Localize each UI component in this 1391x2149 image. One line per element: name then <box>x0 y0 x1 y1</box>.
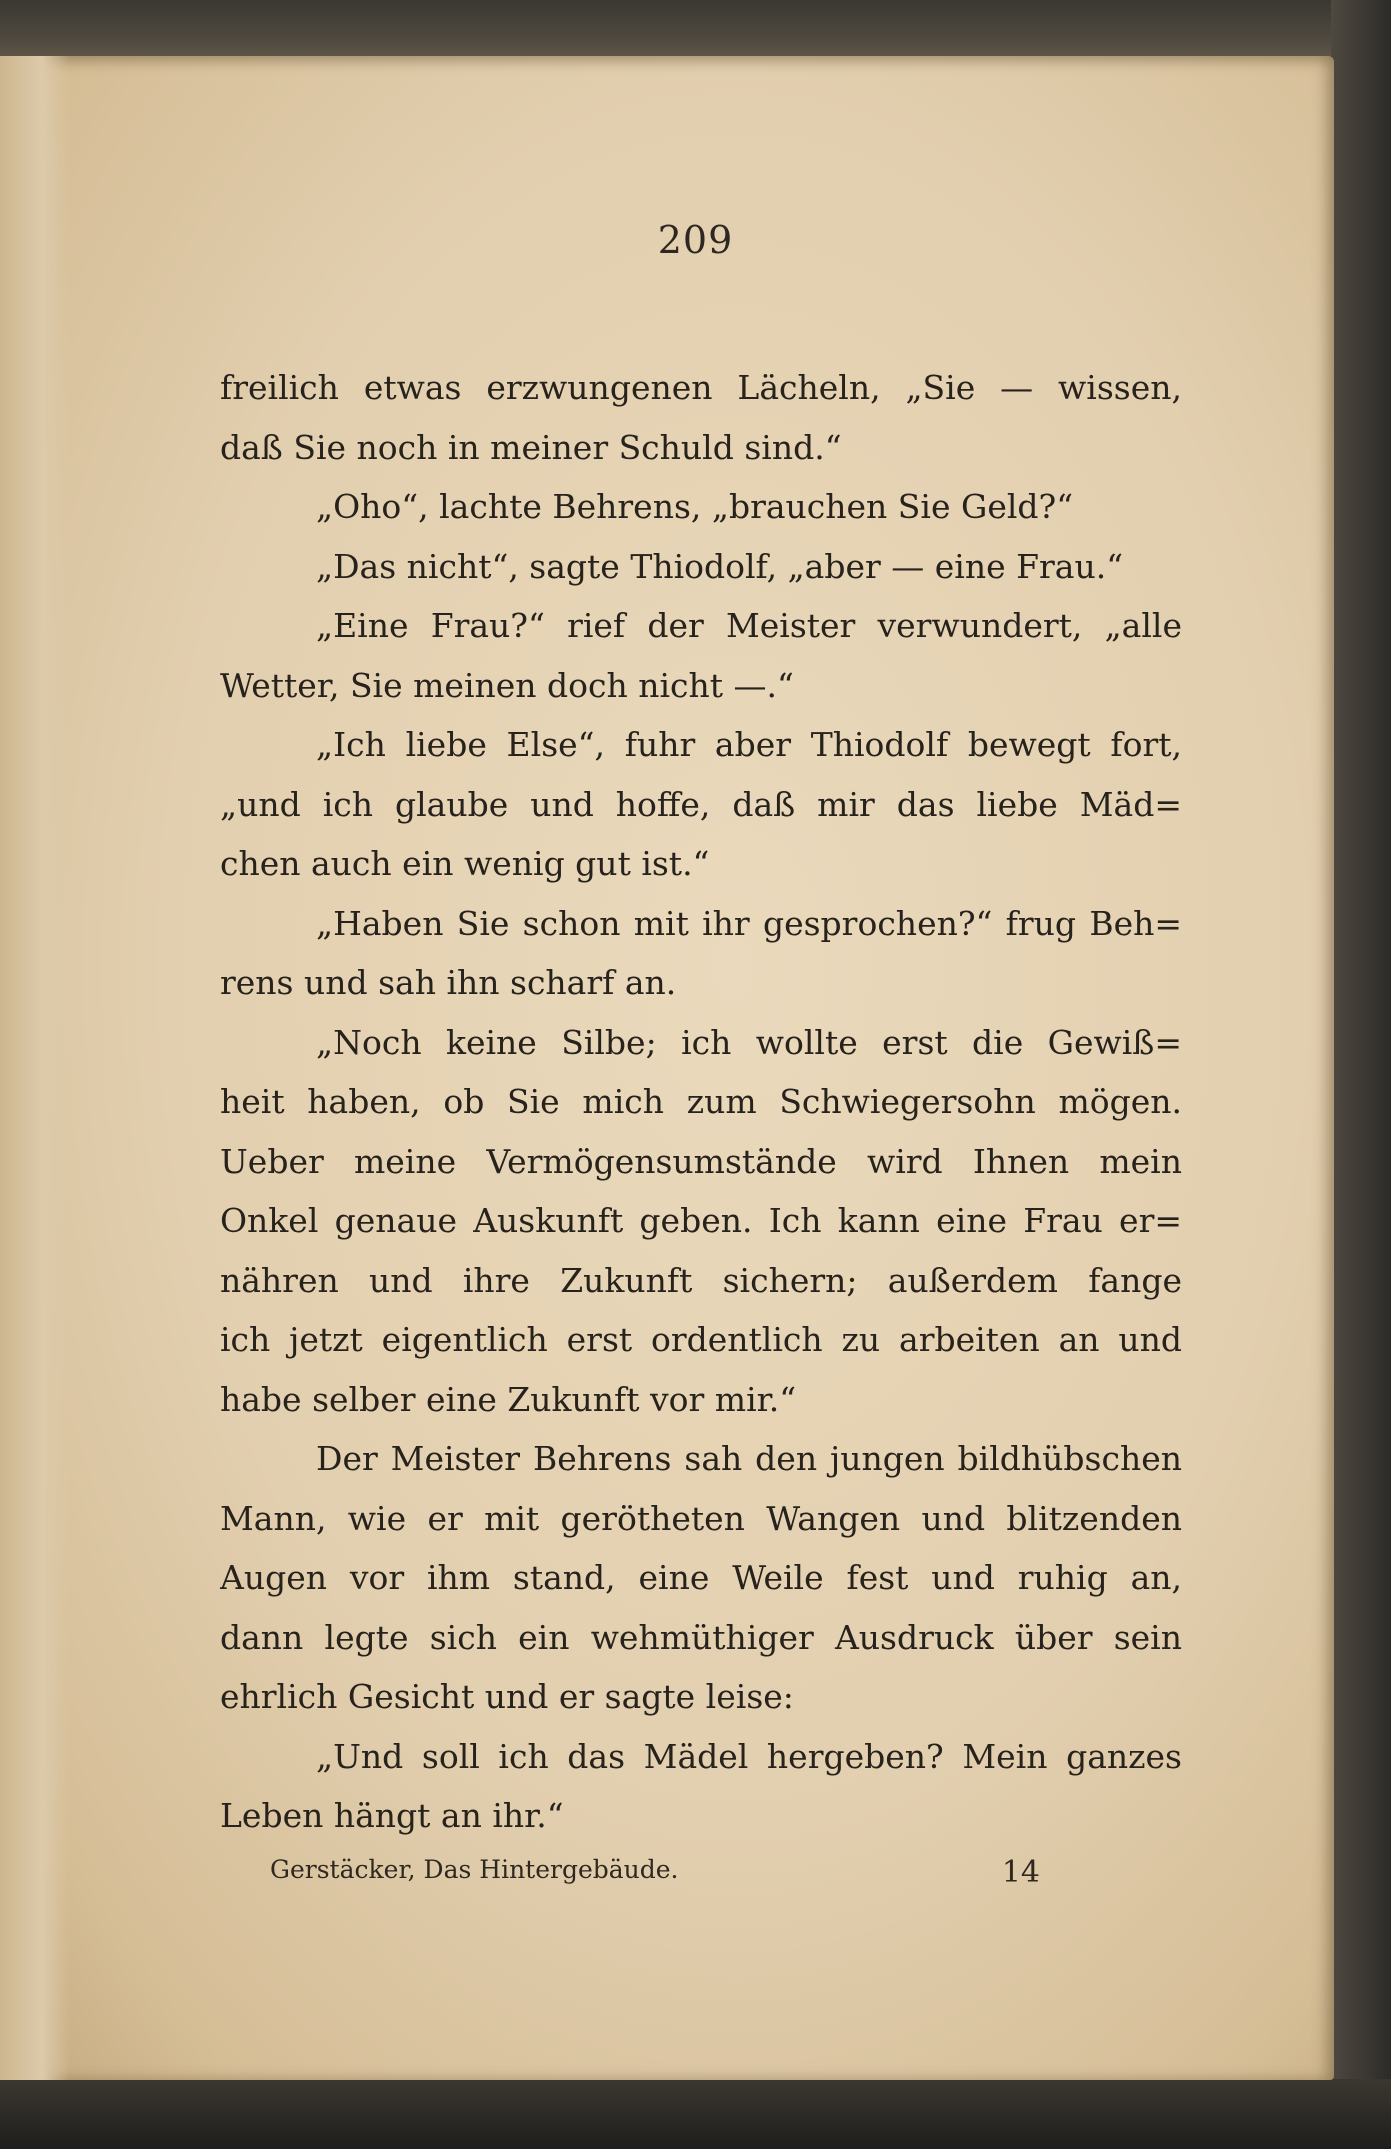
text-line: Leben hängt an ihr.“ <box>220 1796 564 1835</box>
text-line: ich jetzt eigentlich erst ordentlich zu arbeiten an und <box>220 1320 1182 1359</box>
text-line: „Eine Frau?“ rief der Meister verwundert, „alle <box>316 606 1182 645</box>
text-line: Ueber meine Vermögensumstände wird Ihnen mein <box>220 1141 1182 1181</box>
text-line: daß Sie noch in meiner Schuld sind.“ <box>220 427 842 467</box>
text-line: „Und soll ich das Mädel hergeben? Mein ganzes <box>316 1736 1182 1776</box>
book-cover-right-edge <box>1331 0 1391 2149</box>
footer-signature: Gerstäcker, Das Hintergebäude. <box>270 1855 679 1884</box>
page-gutter-shadow <box>0 56 70 2080</box>
text-line: Onkel genaue Auskunft geben. Ich kann eine Frau er= <box>220 1201 1182 1240</box>
text-line: ehrlich Gesicht und er sagte leise: <box>220 1677 794 1716</box>
text-line: „und ich glaube und hoffe, daß mir das liebe Mäd= <box>220 784 1182 824</box>
text-line: chen auch ein wenig gut ist.“ <box>220 844 710 883</box>
text-line: Mann, wie er mit gerötheten Wangen und blitzenden <box>220 1498 1182 1538</box>
text-line: „Ich liebe Else“, fuhr aber Thiodolf bewegt fort, <box>316 725 1182 764</box>
footer-sheet-number: 14 <box>1001 1855 1040 1890</box>
text-line: rens und sah ihn scharf an. <box>220 963 677 1002</box>
text-line: „Das nicht“, sagte Thiodolf, „aber — eine Frau.“ <box>316 546 1124 586</box>
text-line: „Oho“, lachte Behrens, „brauchen Sie Geld?“ <box>316 487 1074 526</box>
text-line: Der Meister Behrens sah den jungen bildhübschen <box>316 1439 1182 1478</box>
page-number: 209 <box>657 218 734 262</box>
text-line: Wetter, Sie meinen doch nicht —.“ <box>220 665 794 705</box>
book-cover-bottom-edge <box>0 2079 1391 2149</box>
text-line: „Noch keine Silbe; ich wollte erst die Gewiß= <box>316 1022 1182 1062</box>
text-line: freilich etwas erzwungenen Lächeln, „Sie — wissen, <box>220 368 1182 407</box>
text-line: heit haben, ob Sie mich zum Schwiegersohn mögen. <box>220 1082 1182 1121</box>
text-line: nähren und ihre Zukunft sichern; außerdem fange <box>220 1260 1182 1300</box>
body-text <box>220 358 1182 1846</box>
text-line: Augen vor ihm stand, eine Weile fest und ruhig an, <box>220 1558 1182 1597</box>
text-line: habe selber eine Zukunft vor mir.“ <box>220 1379 797 1419</box>
text-line: „Haben Sie schon mit ihr gesprochen?“ frug Beh= <box>316 903 1182 943</box>
text-line: dann legte sich ein wehmüthiger Ausdruck über sein <box>220 1617 1182 1657</box>
